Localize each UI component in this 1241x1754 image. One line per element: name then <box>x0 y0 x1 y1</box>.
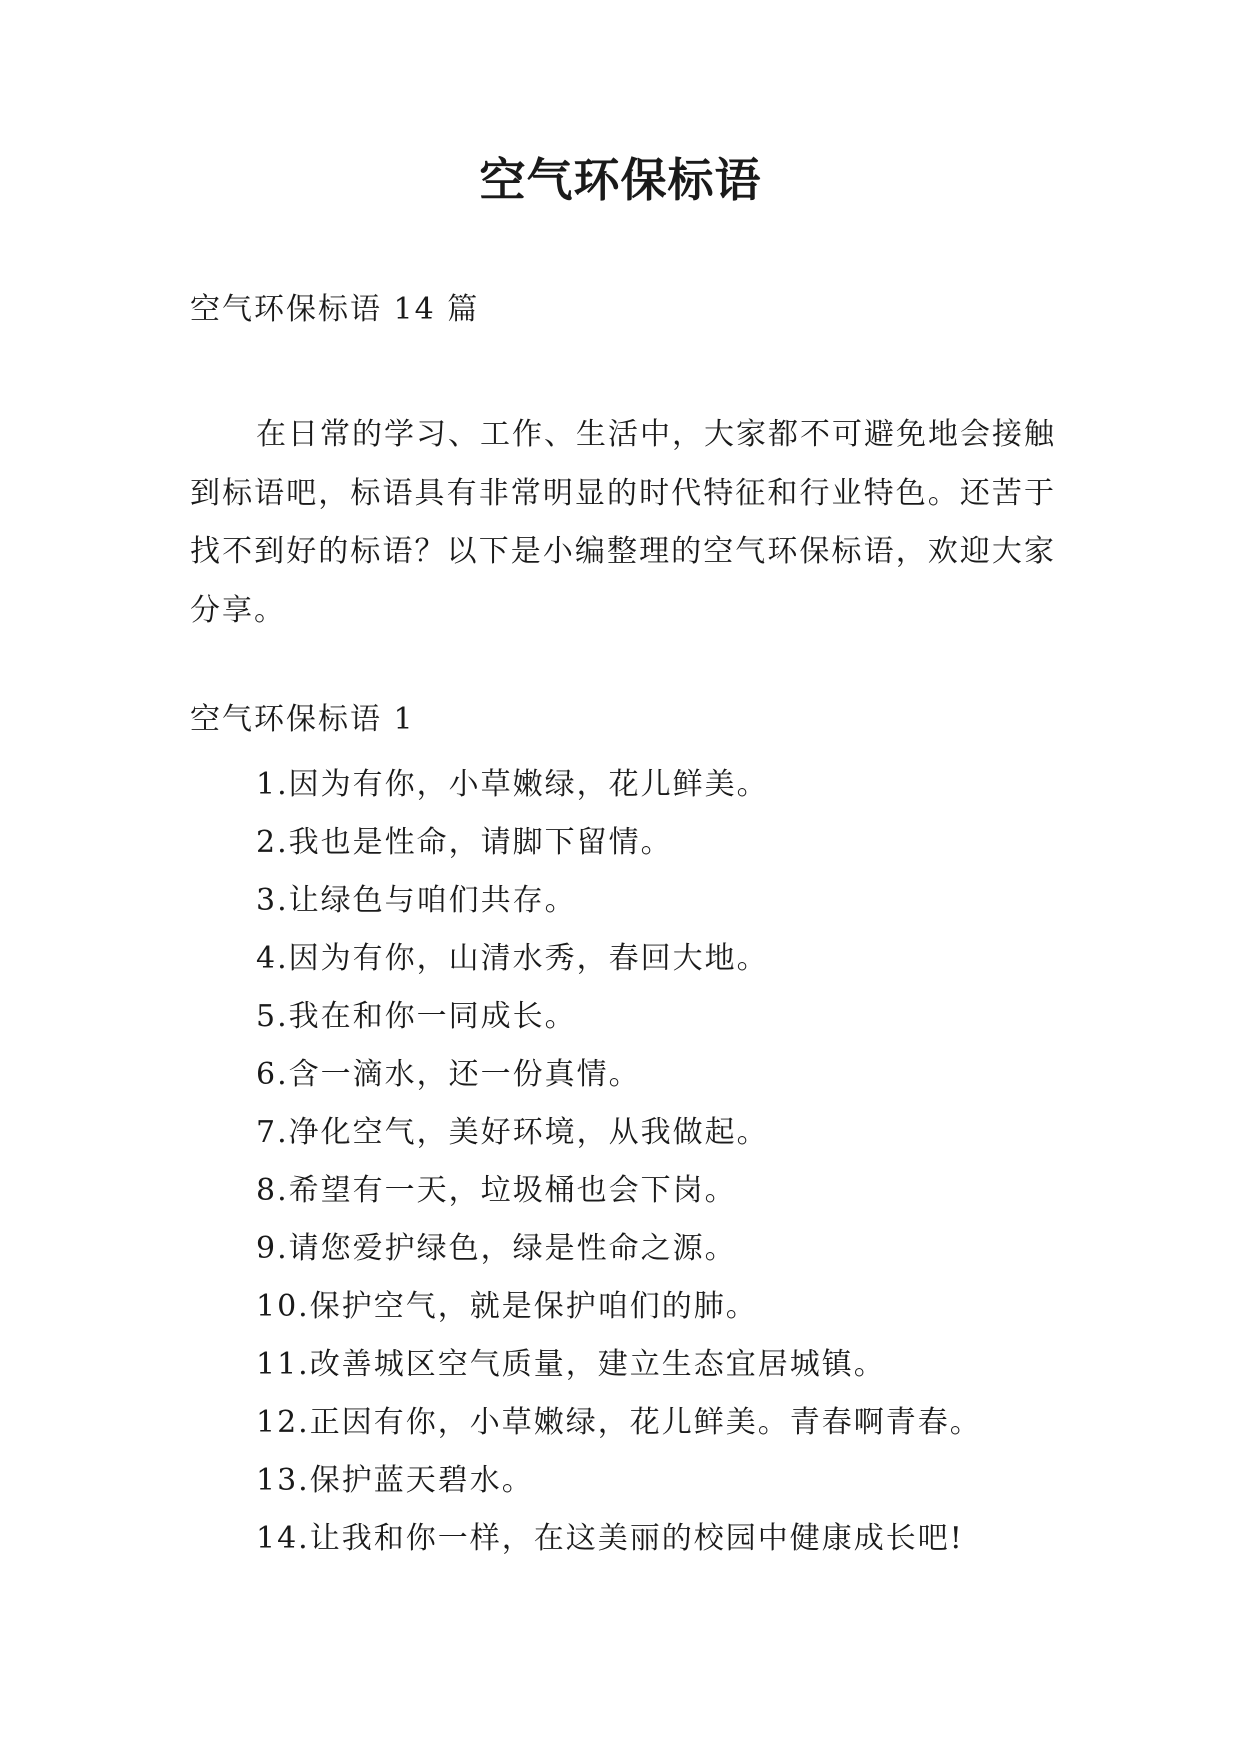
slogan-item: 8.希望有一天，垃圾桶也会下岗。 <box>256 1173 737 1208</box>
slogan-item: 5.我在和你一同成长。 <box>256 999 577 1034</box>
slogan-item: 1.因为有你，小草嫩绿，花儿鲜美。 <box>256 767 769 802</box>
slogan-item: 2.我也是性命，请脚下留情。 <box>256 825 673 860</box>
slogan-item: 3.让绿色与咱们共存。 <box>256 883 577 918</box>
slogan-list <box>256 756 982 1568</box>
document-title: 空气环保标语 <box>479 153 762 207</box>
slogan-item: 13.保护蓝天碧水。 <box>256 1463 534 1498</box>
slogan-item: 6.含一滴水，还一份真情。 <box>256 1057 641 1092</box>
slogan-item: 7.净化空气，美好环境，从我做起。 <box>256 1115 769 1150</box>
slogan-item: 4.因为有你，山清水秀，春回大地。 <box>256 941 769 976</box>
slogan-item: 12.正因有你，小草嫩绿，花儿鲜美。青春啊青春。 <box>256 1405 982 1440</box>
document-subtitle: 空气环保标语 14 篇 <box>190 292 480 327</box>
slogan-item: 11.改善城区空气质量，建立生态宜居城镇。 <box>256 1347 886 1382</box>
slogan-item: 10.保护空气，就是保护咱们的肺。 <box>256 1289 758 1324</box>
slogan-item: 14.让我和你一样，在这美丽的校园中健康成长吧! <box>256 1521 964 1556</box>
section-heading: 空气环保标语 1 <box>190 702 415 737</box>
slogan-item: 9.请您爱护绿色，绿是性命之源。 <box>256 1231 737 1266</box>
intro-paragraph: 在日常的学习、工作、生活中，大家都不可避免地会接触到标语吧，标语具有非常明显的时代特征和行业特色。还苦于找不到好的标语？以下是小编整理的空气环保标语，欢迎大家分享。 <box>190 417 1056 628</box>
